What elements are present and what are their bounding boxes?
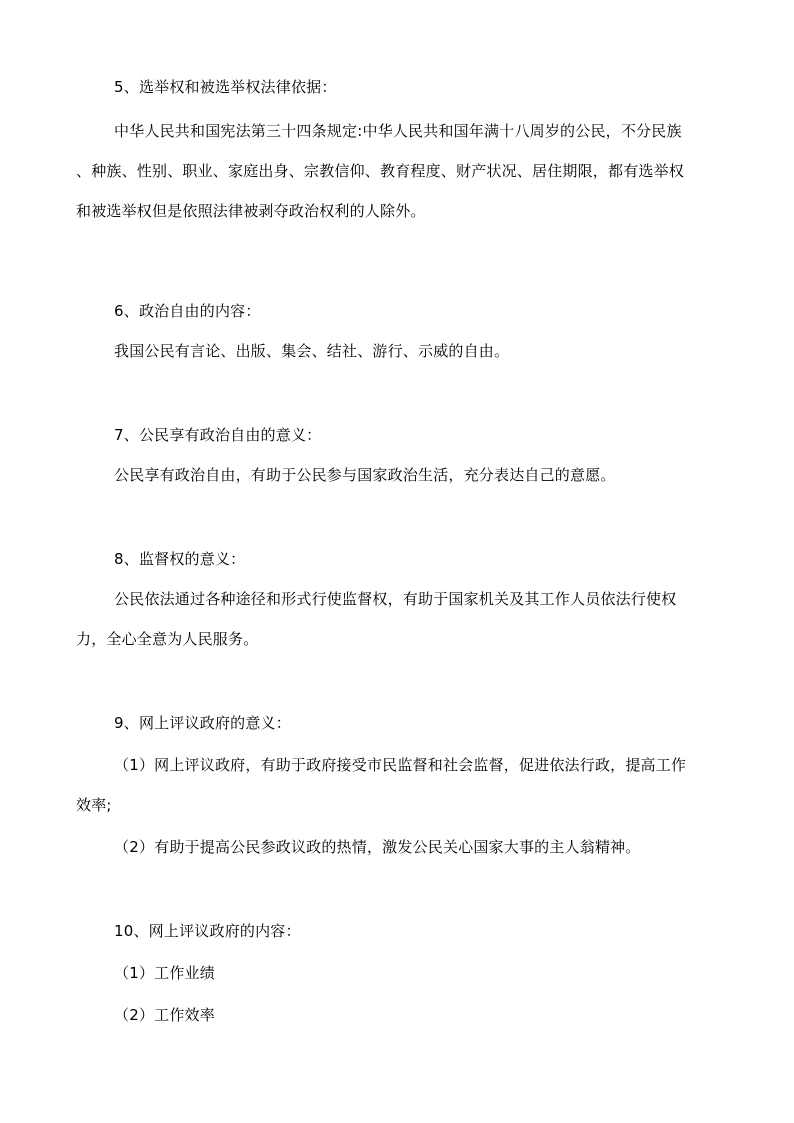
section-8-heading: 8、监督权的意义：: [114, 550, 246, 568]
section-9-paragraph-line-2: 效率;: [76, 796, 112, 814]
section-10-heading: 10、网上评议政府的内容：: [114, 922, 301, 940]
section-9-heading: 9、网上评议政府的意义：: [114, 714, 291, 732]
section-5-heading: 5、选举权和被选举权法律依据：: [114, 78, 337, 96]
section-10-item-1: （1）工作业绩: [114, 964, 215, 982]
section-10-item-2: （2）工作效率: [114, 1006, 215, 1024]
section-8-paragraph-line-2: 力，全心全意为人民服务。: [76, 630, 259, 648]
section-8-paragraph-line-1: 公民依法通过各种途径和形式行使监督权，有助于国家机关及其工作人员依法行使权: [114, 590, 677, 608]
section-9-paragraph-line-3: （2）有助于提高公民参政议政的热情，激发公民关心国家大事的主人翁精神。: [114, 838, 641, 856]
section-7-paragraph-line-1: 公民享有政治自由，有助于公民参与国家政治生活，充分表达自己的意愿。: [114, 466, 616, 484]
section-6-paragraph-line-1: 我国公民有言论、出版、集会、结社、游行、示威的自由。: [114, 342, 510, 360]
section-5-paragraph-line-1: 中华人民共和国宪法第三十四条规定:中华人民共和国年满十八周岁的公民，不分民族: [114, 122, 682, 140]
section-5-paragraph-line-3: 和被选举权但是依照法律被剥夺政治权利的人除外。: [76, 202, 426, 220]
section-6-heading: 6、政治自由的内容：: [114, 302, 261, 320]
section-5-paragraph-line-2: 、种族、性别、职业、家庭出身、宗教信仰、教育程度、财产状况、居住期限，都有选举权: [76, 162, 685, 180]
section-9-paragraph-line-1: （1）网上评议政府，有助于政府接受市民监督和社会监督，促进依法行政，提高工作: [114, 756, 687, 774]
section-7-heading: 7、公民享有政治自由的意义：: [114, 426, 322, 444]
